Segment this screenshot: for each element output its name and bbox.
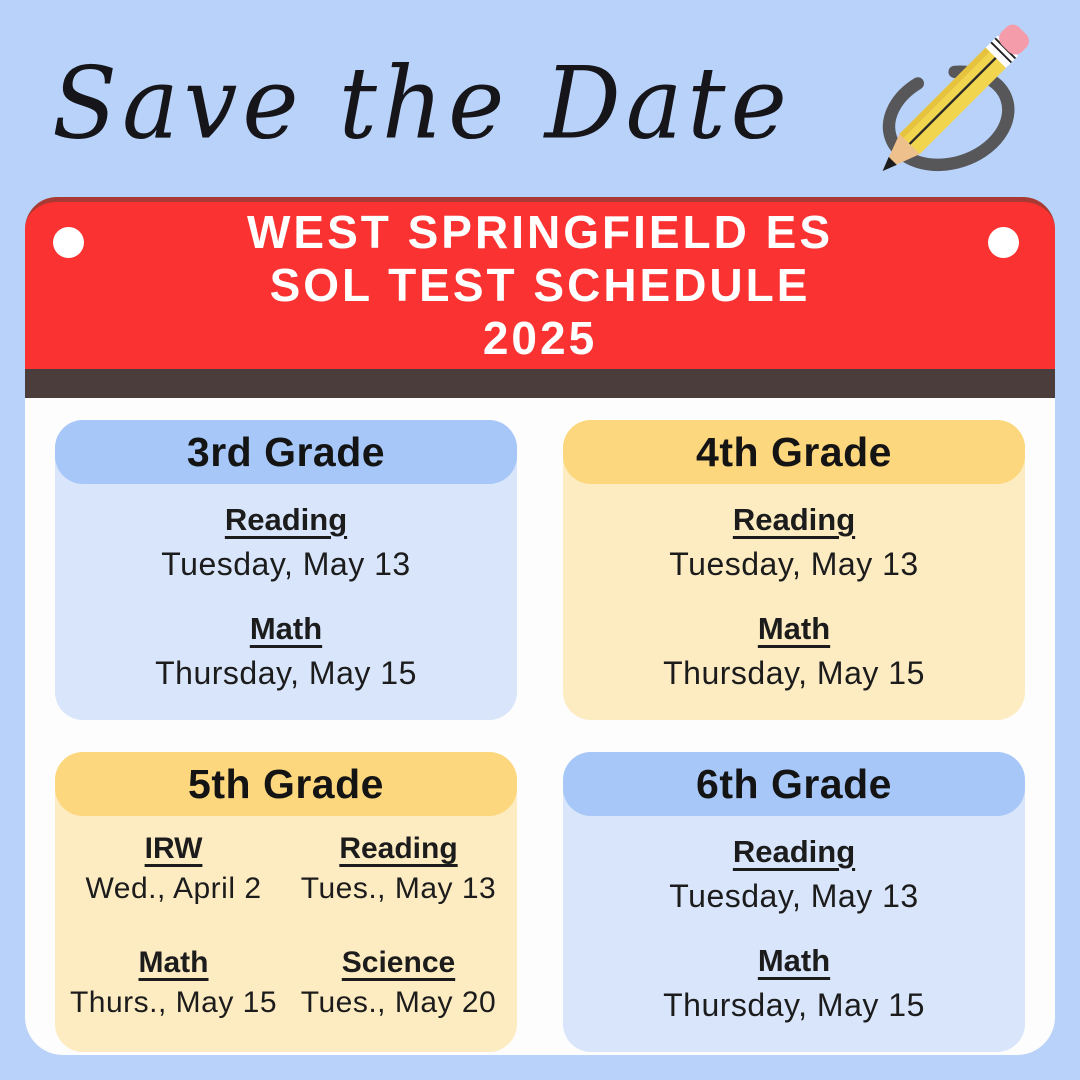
title-banner: [25, 197, 1055, 369]
schedule-entry: [563, 834, 1025, 915]
grade-card-6th: [563, 752, 1025, 1052]
banner-line-3: 2025: [482, 312, 598, 364]
pencil-circle-icon: [862, 23, 1042, 185]
banner-line-2: SOL TEST SCHEDULE: [269, 259, 811, 311]
subject-date: Thursday, May 15: [155, 655, 417, 691]
banner-hole-left: [53, 227, 84, 258]
schedule-entry: [55, 611, 517, 692]
schedule-entry: [61, 832, 286, 906]
header: [52, 20, 1042, 188]
subject-label: IRW: [144, 832, 203, 865]
schedule-entry: [286, 946, 511, 1020]
subject-label: Reading: [732, 502, 856, 537]
subject-date: Tues., May 20: [300, 986, 497, 1019]
subject-date: Tuesday, May 13: [669, 878, 919, 914]
banner-line-1: WEST SPRINGFIELD ES: [246, 206, 834, 258]
grade-title: 5th Grade: [188, 760, 384, 807]
grade-title: 4th Grade: [696, 428, 892, 475]
grade-header: [55, 752, 517, 816]
grade-card-3rd: [55, 420, 517, 720]
subject-date: Wed., April 2: [85, 872, 262, 905]
grade-header: [55, 420, 517, 484]
grade-card-4th: [563, 420, 1025, 720]
subject-label: Math: [249, 611, 323, 646]
schedule-entry: [563, 502, 1025, 583]
subject-date: Tuesday, May 13: [161, 546, 411, 582]
grade-header: [563, 420, 1025, 484]
subject-date: Thursday, May 15: [663, 987, 925, 1023]
subject-label: Math: [757, 943, 831, 978]
subject-label: Reading: [339, 832, 458, 865]
schedule-entry: [563, 611, 1025, 692]
grade-header: [563, 752, 1025, 816]
subject-label: Reading: [224, 502, 348, 537]
schedule-entry: [286, 832, 511, 906]
grade-schedule: [55, 484, 517, 692]
subject-date: Tuesday, May 13: [669, 546, 919, 582]
divider-bar: [25, 369, 1055, 398]
schedule-entry: [61, 946, 286, 1020]
subject-label: Math: [757, 611, 831, 646]
subject-label: Math: [138, 946, 209, 979]
grade-schedule: [55, 816, 517, 1020]
grade-title: 6th Grade: [696, 760, 892, 807]
grade-schedule: [563, 816, 1025, 1024]
grade-schedule: [563, 484, 1025, 692]
grade-title: 3rd Grade: [186, 428, 386, 475]
subject-date: Thurs., May 15: [69, 986, 278, 1019]
banner-hole-right: [988, 227, 1019, 258]
schedule-entry: [563, 943, 1025, 1024]
subject-label: Reading: [732, 834, 856, 869]
schedule-entry: [55, 502, 517, 583]
subject-date: Tues., May 13: [300, 872, 497, 905]
subject-date: Thursday, May 15: [663, 655, 925, 691]
schedule-card: [25, 398, 1055, 1055]
subject-label: Science: [341, 946, 456, 979]
page-title: Save the Date: [52, 46, 792, 162]
grade-card-5th: [55, 752, 517, 1052]
